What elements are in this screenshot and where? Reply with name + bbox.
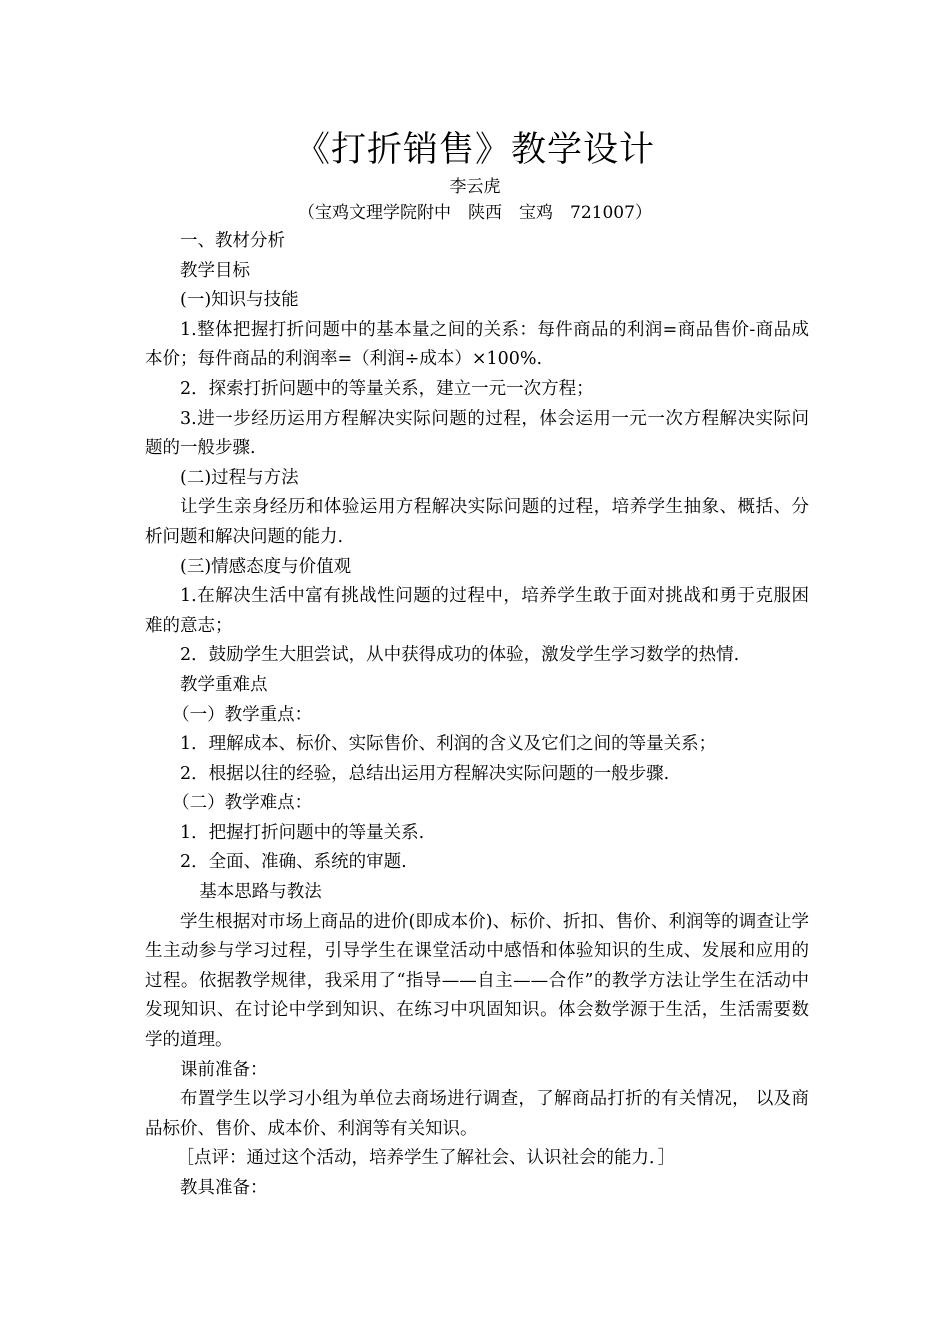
subheading: (二)过程与方法: [180, 467, 299, 488]
subsection-heading: 教学重难点: [180, 674, 268, 695]
subheading: (三)情感态度与价值观: [180, 556, 352, 577]
paragraph: 3.进一步经历运用方程解决实际问题的过程，体会运用一元一次方程解决实际问题的一般步骤.: [145, 408, 809, 459]
paragraph: 1.整体把握打折问题中的基本量之间的关系：每件商品的利润=商品售价-商品成本价；每件商品的利润率=（利润÷成本）×100%.: [145, 319, 809, 370]
paragraph: 1．理解成本、标价、实际售价、利润的含义及它们之间的等量关系；: [180, 734, 717, 755]
subsection-heading: 教具准备：: [180, 1178, 268, 1198]
paragraph: 学生根据对市场上商品的进价(即成本价)、标价、折扣、售价、利润等的调查让学生主动参与学习过程，引导学生在课堂活动中感悟和体验知识的生成、发展和应用的过程。依据教学规律，我采用了“指导——自主——合作”的教学方法让学生在活动中发现知识、在讨论中学到知识、在练习中巩固知识。体会数学源于生活，生活需要数学的道理。: [145, 911, 809, 1051]
paragraph: 1.在解决生活中富有挑战性问题的过程中，培养学生敢于面对挑战和勇于克服困难的意志；: [145, 586, 809, 636]
paragraph: 让学生亲身经历和体验运用方程解决实际问题的过程，培养学生抽象、概括、分析问题和解决问题的能力.: [145, 497, 809, 547]
subheading: （二）教学难点：: [172, 793, 313, 814]
subheading: (一)知识与技能: [180, 290, 299, 311]
paragraph: 布置学生以学习小组为单位去商场进行调查，了解商品打折的有关情况， 以及商品标价、售价、成本价、利润等有关知识。: [145, 1089, 809, 1139]
subsection-heading: 基本思路与教法: [199, 882, 322, 903]
document-title: 《打折销售》教学设计: [294, 130, 655, 170]
paragraph: 2．全面、准确、系统的审题.: [180, 852, 407, 873]
subsection-heading: 教学目标: [180, 260, 250, 281]
subheading: （一）教学重点：: [172, 704, 313, 725]
paragraph: 2．鼓励学生大胆尝试，从中获得成功的体验，激发学生学习数学的热情.: [180, 645, 740, 666]
paragraph: 2．根据以往的经验，总结出运用方程解决实际问题的一般步骤.: [180, 763, 670, 784]
paragraph: 1．把握打折问题中的等量关系.: [180, 822, 425, 843]
comment-note: ［点评：通过这个活动，培养学生了解社会、认识社会的能力．］: [176, 1148, 676, 1169]
author-name: 李云虎: [449, 177, 501, 197]
author-affiliation: （宝鸡文理学院附中 陕西 宝鸡 721007）: [298, 203, 652, 223]
section-heading: 一、教材分析: [180, 231, 285, 251]
paragraph: 2．探索打折问题中的等量关系，建立一元一次方程；: [180, 378, 594, 399]
subsection-heading: 课前准备：: [180, 1059, 268, 1080]
document-body: [145, 227, 809, 1204]
